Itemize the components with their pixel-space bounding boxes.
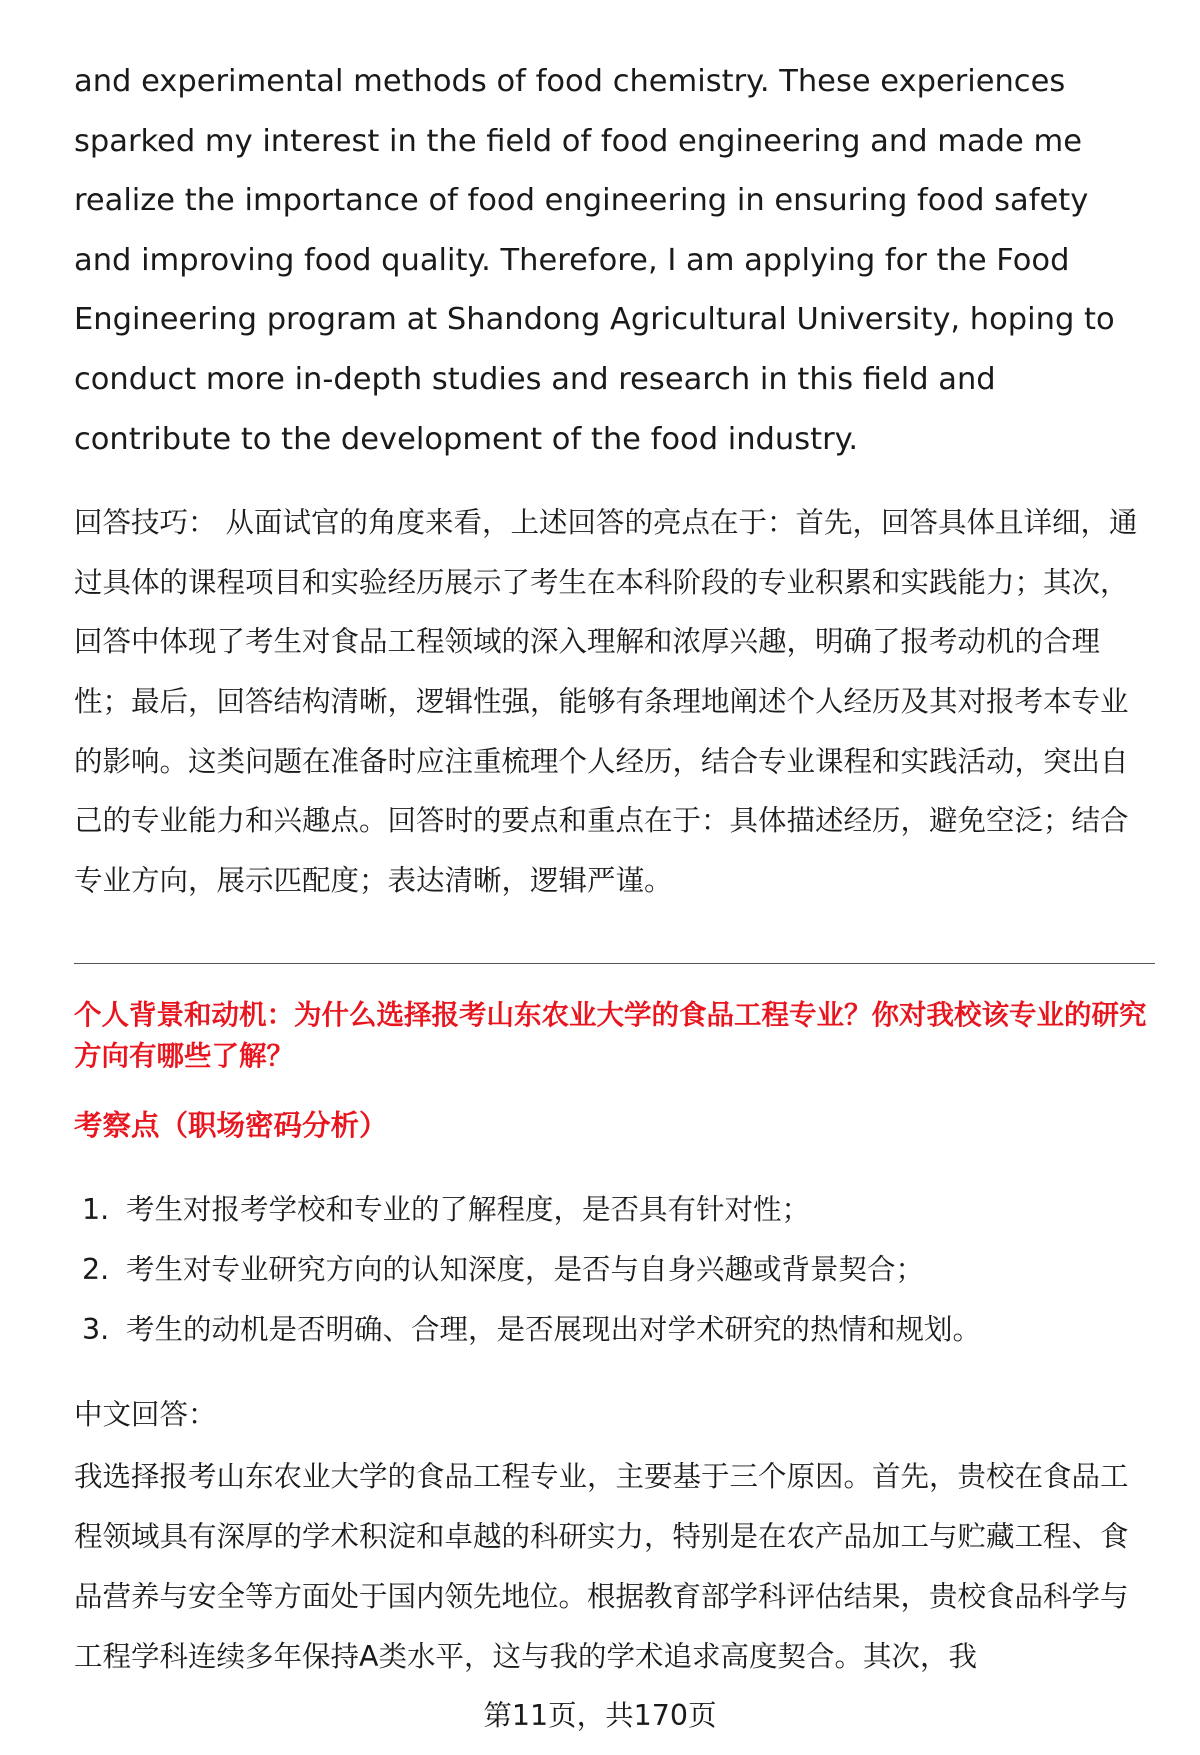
question-heading: 个人背景和动机：为什么选择报考山东农业大学的食品工程专业？你对我校该专业的研究方向有哪些了解？	[74, 999, 1147, 1072]
list-text: 考生的动机是否明确、合理，是否展现出对学术研究的热情和规划。	[126, 1313, 982, 1346]
points-list	[82, 1180, 981, 1360]
page-number: 第11页，共170页	[483, 1699, 717, 1732]
content-top	[74, 52, 1154, 910]
list-item	[82, 1240, 981, 1300]
list-text: 考生对报考学校和专业的了解程度，是否具有针对性；	[126, 1193, 811, 1226]
section-title: 考察点（职场密码分析）	[74, 1109, 388, 1142]
list-item	[82, 1300, 981, 1360]
divider	[74, 963, 1155, 964]
list-number: 1.	[82, 1193, 110, 1226]
list-number: 3.	[82, 1313, 110, 1346]
list-item	[82, 1180, 981, 1240]
answer-label: 中文回答：	[74, 1398, 217, 1431]
tip-paragraph: 回答技巧： 从面试官的角度来看，上述回答的亮点在于：首先，回答具体且详细，通过具体的课程项目和实验经历展示了考生在本科阶段的专业积累和实践能力；其次，回答中体现了考生对食品工程领域的深入理解和浓厚兴趣，明确了报考动机的合理性；最后，回答结构清晰，逻辑性强，能够有条理地阐述个人经历及其对报考本专业的影响。这类问题在准备时应注重梳理个人经历，结合专业课程和实践活动，突出自己的专业能力和兴趣点。回答时的要点和重点在于：具体描述经历，避免空泛；结合专业方向，展示匹配度；表达清晰，逻辑严谨。	[74, 506, 1138, 897]
list-text: 考生对专业研究方向的认知深度，是否与自身兴趣或背景契合；	[126, 1253, 925, 1286]
answer-body: 我选择报考山东农业大学的食品工程专业，主要基于三个原因。首先，贵校在食品工程领域具有深厚的学术积淀和卓越的科研实力，特别是在农产品加工与贮藏工程、食品营养与安全等方面处于国内领先地位。根据教育部学科评估结果，贵校食品科学与工程学科连续多年保持A类水平，这与我的学术追求高度契合。其次，我	[74, 1460, 1129, 1673]
intro-paragraph: and experimental methods of food chemistry. These experiences sparked my interest in the field of food engineering and made me realize the importance of food engineering in ensuring food safety and improving food quality. Therefore, I am applying for the Food Engineering program at Shandong Agricultural University, hoping to conduct more in-depth studies and research in this field and contribute to the development of the food industry.	[74, 64, 1115, 457]
list-number: 2.	[82, 1253, 110, 1286]
